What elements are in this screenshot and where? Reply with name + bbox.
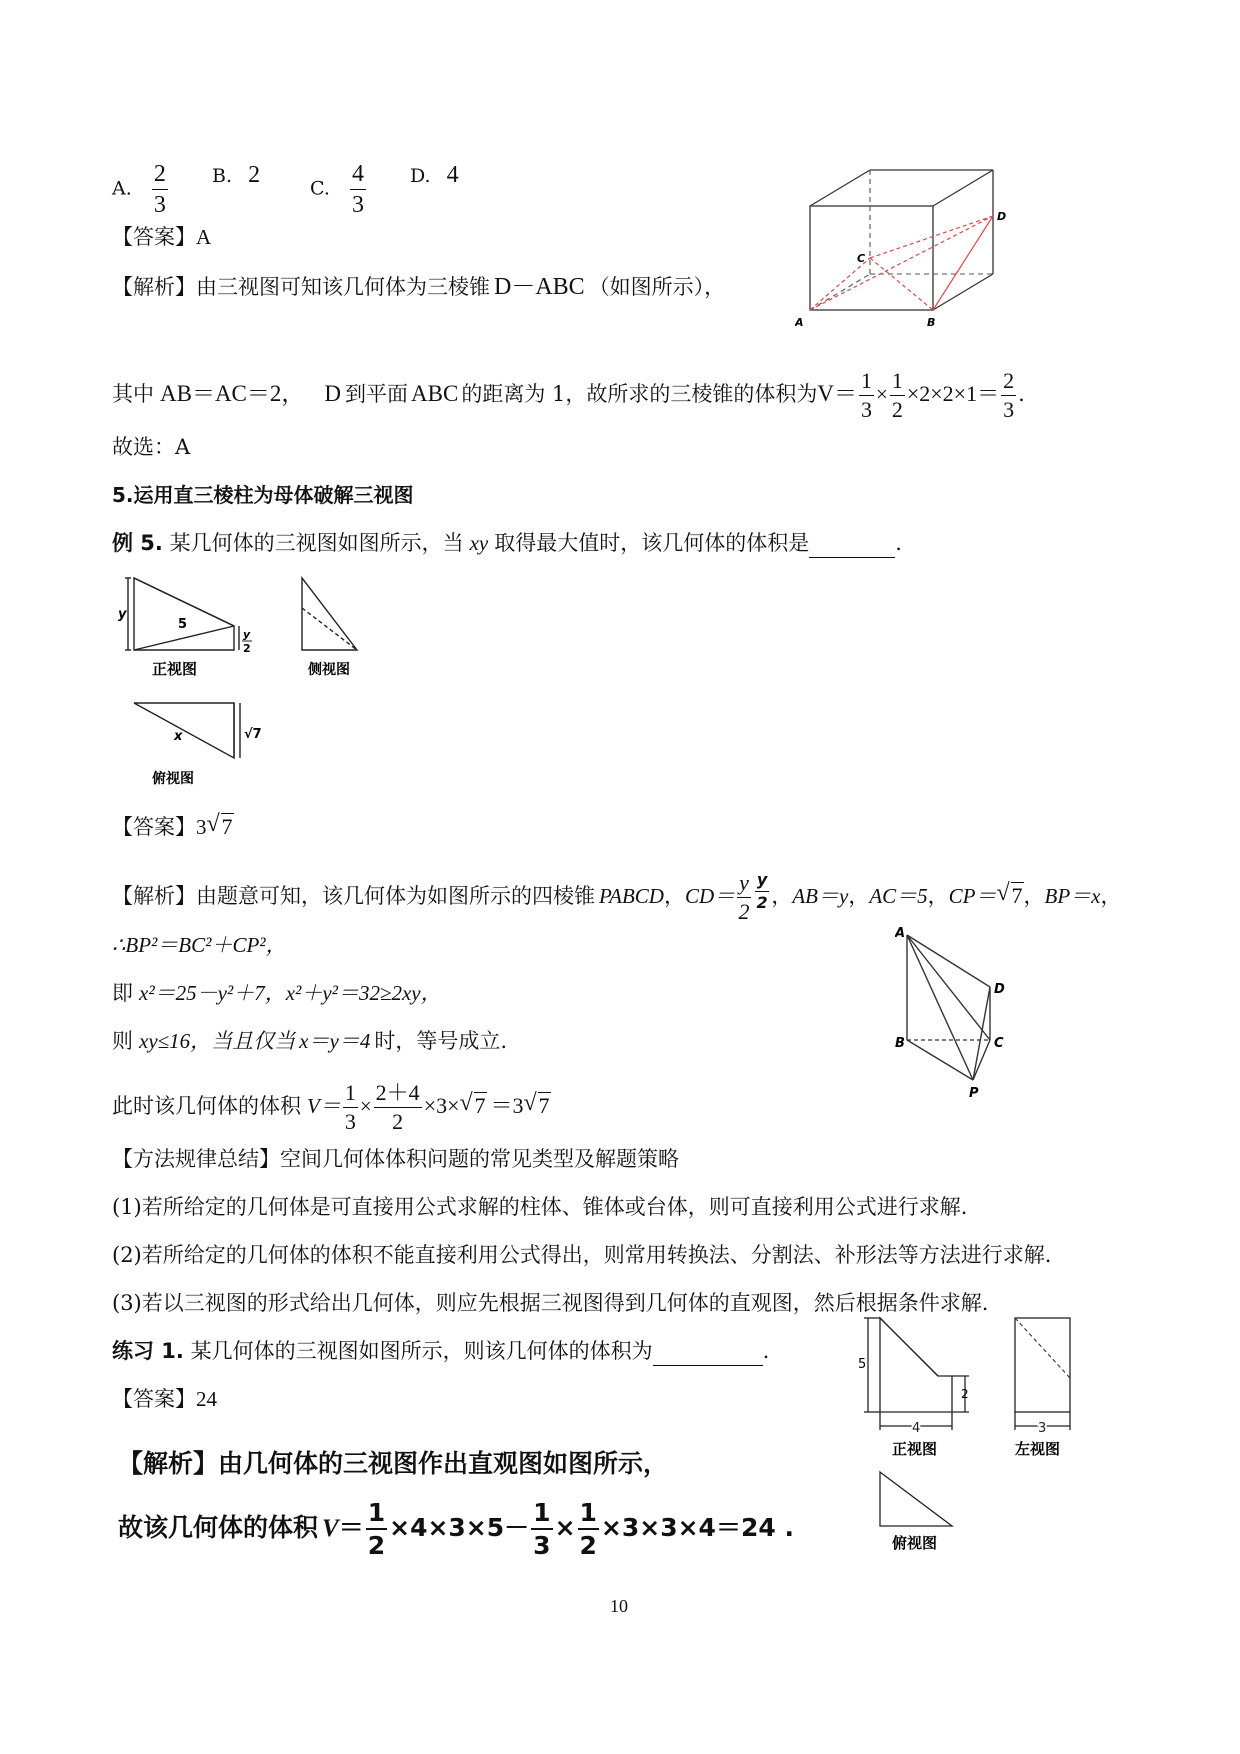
summary-title: 【方法规律总结】空间几何体体积问题的常见类型及解题策略 [112, 1147, 679, 1171]
example-5-analysis-line4: 则 xy≤16，当且仅当 x＝y＝4 时，等号成立. [112, 1029, 508, 1053]
option-c-fraction: $\frac{4}{3}$ [351, 161, 364, 218]
example-5-three-views [112, 568, 412, 788]
svg-text:3: 3 [1038, 1421, 1047, 1436]
svg-text:y: y [118, 607, 127, 622]
top-view-outline [134, 703, 234, 758]
cube-diagram-detail [795, 158, 1010, 328]
label-d: D [997, 210, 1007, 223]
svg-text:2: 2 [243, 642, 251, 655]
svg-text:P: P [969, 1086, 979, 1100]
q4-answer: 【答案】A [112, 225, 212, 249]
svg-text:左视图: 左视图 [1015, 1440, 1061, 1458]
svg-text:俯视图: 俯视图 [892, 1534, 938, 1550]
practice-1: 练习 1. 某几何体的三视图如图所示，则该几何体的体积为 . [112, 1336, 769, 1366]
example-5-analysis-line1: 【解析】由题意可知，该几何体为如图所示的四棱锥 PABCD，CD＝ $\frac{y}{2}$ $\frac{y}{2}$ ，AB＝y，AC＝5，CP＝√ 7，BP＝x， [112, 872, 1122, 923]
example-5-analysis-line2: ∴BP²＝BC²＋CP²， [112, 933, 287, 957]
svg-text:A: A [895, 926, 906, 941]
example-5-analysis-line5: 此时该几何体的体积 V＝ $\frac{1}{3}$ × $\frac{2+4}{2}$ ×3×√ 7 ＝3√ 7 [112, 1082, 551, 1133]
svg-text:x: x [174, 729, 183, 744]
svg-text:D: D [994, 982, 1005, 997]
option-a [112, 162, 170, 217]
svg-text:5: 5 [858, 1357, 867, 1372]
q4-choose: 故选：A [112, 435, 191, 459]
practice-front-view [880, 1318, 952, 1412]
answer-blank [809, 535, 895, 558]
svg-text:C: C [994, 1036, 1004, 1051]
svg-text:√7: √7 [244, 727, 262, 742]
label-c: C [857, 252, 866, 265]
svg-text:B: B [895, 1036, 905, 1051]
summary-p2: (2)若所给定的几何体的体积不能直接利用公式得出，则常用转换法、分割法、补形法等方法进行求解. [112, 1243, 1052, 1267]
option-b: B. 2 [212, 162, 261, 188]
practice-1-three-views [850, 1310, 1100, 1550]
svg-text:2: 2 [961, 1387, 969, 1401]
svg-text:4: 4 [912, 1421, 921, 1436]
page-number: 10 [610, 1596, 628, 1616]
practice-1-analysis-line2: 故该几何体的体积 V＝ $\frac{1}{2}$ ×4×3×5－ $\frac{1}{3}$ × $\frac{1}{2}$ ×3×3×4＝24 . [118, 1498, 794, 1560]
label-b: B [927, 316, 936, 328]
svg-text:正视图: 正视图 [892, 1440, 938, 1458]
summary-p3: (3)若以三视图的形式给出几何体，则应先根据三视图得到几何体的直观图，然后根据条件求解. [112, 1291, 989, 1315]
practice-1-answer: 【答案】24 [112, 1387, 217, 1411]
option-c: C. $\frac{4}{3}$ [310, 161, 364, 218]
summary-p1: (1)若所给定的几何体是可直接用公式求解的柱体、锥体或台体，则可直接利用公式进行求解. [112, 1195, 968, 1219]
pyramid-diagram [895, 925, 1025, 1100]
practice-left-view [1015, 1318, 1070, 1412]
label-a: A [795, 316, 804, 328]
example-5-answer: 【答案】3√ 7 [112, 812, 234, 842]
option-a-label: A. [112, 177, 132, 200]
option-d: D. 4 [410, 162, 459, 188]
q4-analysis-line1: 【解析】由三视图可知该几何体为三棱锥 D－ABC （如图所示）， [112, 274, 726, 300]
svg-text:正视图: 正视图 [152, 660, 198, 678]
practice-1-analysis-line1: 【解析】由几何体的三视图作出直观图如图所示， [118, 1449, 669, 1478]
q4-analysis-line2: 其中 AB＝AC＝2， D 到平面 ABC 的距离为 1，故所求的三棱锥的体积为V＝ $\frac{1}{3}$ × $\frac{1}{2}$ ×2×2×1＝ $\frac{2}{3}$ . [112, 368, 1025, 422]
practice-top-view [880, 1472, 952, 1526]
svg-text:y: y [243, 628, 251, 641]
section-5-title: 5.运用直三棱柱为母体破解三视图 [112, 483, 414, 507]
front-view-outline [134, 578, 234, 650]
svg-text:侧视图: 侧视图 [308, 662, 350, 678]
svg-text:俯视图: 俯视图 [152, 771, 194, 787]
example-5: 例 5. 某几何体的三视图如图所示，当 xy 取得最大值时，该几何体的体积是 . [112, 528, 902, 558]
practice-answer-blank [653, 1343, 763, 1366]
example-5-analysis-line3: 即 x²＝25－y²＋7，x²＋y²＝32≥2xy， [112, 981, 442, 1005]
option-a-fraction: $\frac{2}{3}$ [153, 161, 166, 218]
svg-text:5: 5 [178, 617, 188, 632]
